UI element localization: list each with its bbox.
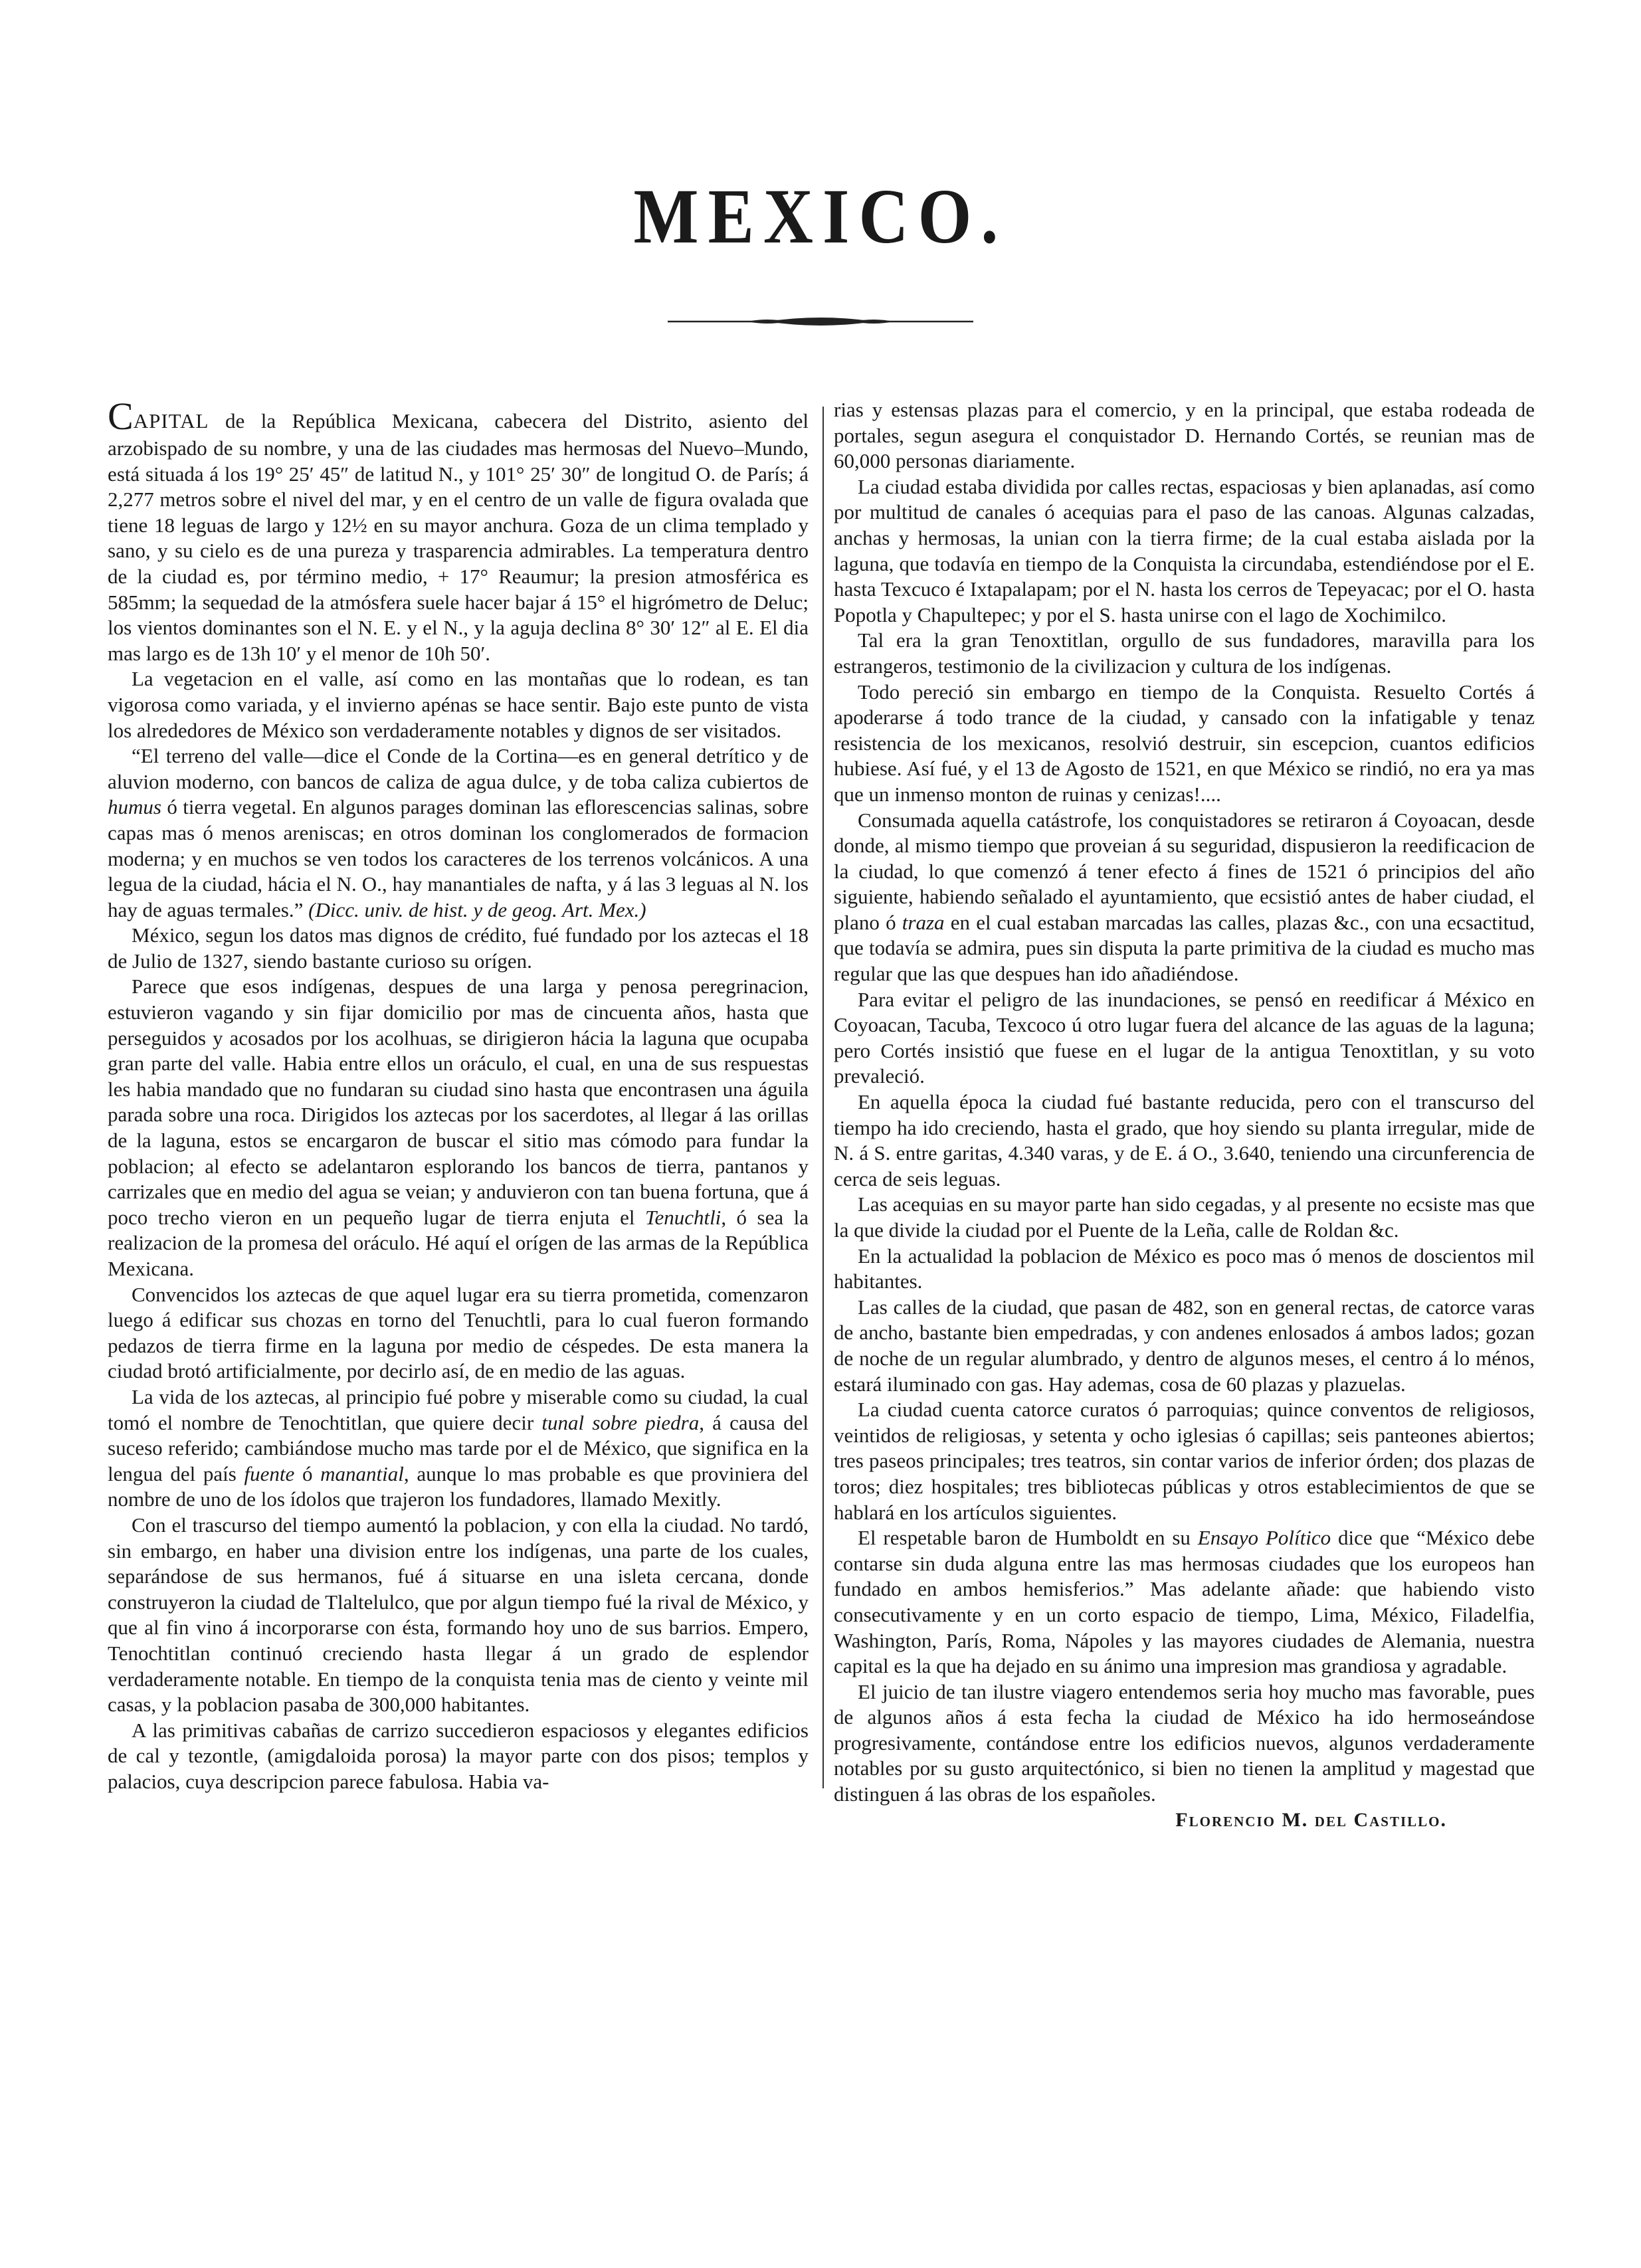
author-signature: Florencio M. del Castillo. [1175,1808,1447,1831]
column-divider [822,407,824,1788]
paragraph: rias y estensas plazas para el comercio, y en la principal, que estaba rodeada de portales, segun asegura el conquistador D. Hernando Cortés, se reunian mas de 60,000 personas diariamente. [834,398,1535,473]
paragraph: Consumada aquella catástrofe, los conquistadores se retiraron á Coyoacan, desde donde, al mismo tiempo que proveian á su seguridad, dispusieron la reedificacion de la ciudad, lo que comenzó á tener efecto á fines de 1521 ó principios del año siguiente, habiendo señalado el ayuntamiento, que ecsistió antes de haber ciudad, el plano ó traza en el cual estaban marcadas las calles, plazas &c., con una ecsactitud, que todavía se admira, pues sin disputa la parte primitiva de la ciudad es mucho mas regular que las que despues han ido añadiéndose. [834,808,1535,986]
paragraph: “El terreno del valle—dice el Conde de la Cortina—es en general detrítico y de aluvion moderno, con bancos de caliza de agua dulce, y de toba caliza cubiertos de humus ó tierra vegetal. En algunos parages dominan las eflorescencias salinas, sobre capas mas ó menos areniscas; en otros dominan los conglomerados de formacion moderna; y en muchos se ven todos los caracteres de los terrenos volcánicos. A una legua de la ciudad, hácia el N. O., hay manantiales de nafta, y á las 3 leguas al N. los hay de aguas termales.” (Dicc. univ. de hist. y de geog. Art. Mex.) [108,744,809,921]
paragraph: La ciudad cuenta catorce curatos ó parroquias; quince conventos de religiosos, veintidos de religiosas, y setenta y ocho iglesias ó capillas; seis panteones abiertos; tres paseos principales; tres teatros, sin contar varios de inferior órden; dos plazas de toros; diez hospitales; tres bibliotecas públicas y otros establecimientos de que se hablará en los artículos siguientes. [834,1398,1535,1524]
paragraph: Las calles de la ciudad, que pasan de 482, son en general rectas, de catorce varas de ancho, bastante bien empedradas, y con andenes enlosados á ambos lados; gozan de noche de un regular alumbrado, y dentro de algunos meses, el centro á lo ménos, estará iluminado con gas. Hay ademas, cosa de 60 plazas y plazuelas. [834,1295,1535,1396]
paragraph: El juicio de tan ilustre viagero entendemos seria hoy mucho mas favorable, pues de algunos años á esta fecha la ciudad de México ha ido hermoseándose progresivamente, contándose entre los edificios nuevos, algunos verdaderamente notables por su gusto arquitectónico, si bien no tienen la amplitud y magestad que distinguen á las obras de los españoles. [834,1679,1535,1806]
paragraph: CAPITAL de la República Mexicana, cabecera del Distrito, asiento del arzobispado de su nombre, y una de las ciudades mas hermosas del Nuevo–Mundo, está situada á los 19° 25′ 45″ de latitud N., y 101° 25′ 30″ de longitud O. de París; á 2,277 metros sobre el nivel del mar, y en el centro de un valle de figura ovalada que tiene 18 leguas de largo y 12½ en su mayor anchura. Goza de un clima templado y sano, y su cielo es de una pureza y trasparencia admirables. La temperatura dentro de la ciudad es, por término medio, + 17° Reaumur; la presion atmosférica es 585mm; la sequedad de la atmósfera suele hacer bajar á 15° el higrómetro de Deluc; los vientos dominantes son el N. E. y el N., y la aguja declina 8° 30′ 12″ al E. El dia mas largo es de 13h 10′ y el menor de 10h 50′. [108,395,809,665]
paragraph: En aquella época la ciudad fué bastante reducida, pero con el transcurso del tiempo ha ido creciendo, hasta el grado, que hoy siendo su planta irregular, mide de N. á S. entre garitas, 4.340 varas, y de E. á O., 3.640, teniendo una circunferencia de cerca de seis leguas. [834,1090,1535,1190]
paragraph: Parece que esos indígenas, despues de una larga y penosa peregrinacion, estuvieron vagando y sin fijar domicilio por mas de cincuenta años, hasta que perseguidos y acosados por los acolhuas, se dirigieron hácia la laguna que ocupaba gran parte del valle. Habia entre ellos un oráculo, el cual, en una de sus respuestas les habia mandado que no fundaran su ciudad sino hasta que encontrasen una águila parada sobre una roca. Dirigidos los aztecas por los sacerdotes, al llegar á las orillas de la laguna, estos se encargaron de buscar el sitio mas cómodo para fundar la poblacion; al efecto se adelantaron esplorando los bancos de tierra, pantanos y carrizales que en medio del agua se veian; y anduvieron con tan buena fortuna, que á poco trecho vieron en un pequeño lugar de tierra enjuta el Tenuchtli, ó sea la realizacion de la promesa del oráculo. Hé aquí el orígen de las armas de la República Mexicana. [108,975,809,1280]
paragraph: México, segun los datos mas dignos de crédito, fué fundado por los aztecas el 18 de Julio de 1327, siendo bastante curioso su orígen. [108,923,809,973]
paragraph: Convencidos los aztecas de que aquel lugar era su tierra prometida, comenzaron luego á edificar sus chozas en torno del Tenuchtli, para lo cual fueron formando pedazos de tierra firme en la laguna por medio de céspedes. De esta manera la ciudad brotó artificialmente, por decirlo así, de en medio de las aguas. [108,1282,809,1383]
paragraph: Las acequias en su mayor parte han sido cegadas, y al presente no ecsiste mas que la que divide la ciudad por el Puente de la Leña, calle de Roldan &c. [834,1192,1535,1242]
paragraph: La vida de los aztecas, al principio fué pobre y miserable como su ciudad, la cual tomó el nombre de Tenochtitlan, que quiere decir tunal sobre piedra, á causa del suceso referido; cambiándose mucho mas tarde por el de México, que significa en la lengua del país fuente ó manantial, aunque lo mas probable es que proviniera del nombre de uno de los ídolos que trajeron los fundadores, llamado Mexitly. [108,1384,809,1511]
paragraph: En la actualidad la poblacion de México es poco mas ó menos de doscientos mil habitantes. [834,1244,1535,1293]
drop-cap: C [108,395,134,438]
title-ornament [668,312,973,331]
paragraph: Tal era la gran Tenoxtitlan, orgullo de sus fundadores, maravilla para los estrangeros, testimonio de la civilizacion y cultura de los indígenas. [834,628,1535,678]
paragraph: Todo pereció sin embargo en tiempo de la Conquista. Resuelto Cortés á apoderarse á todo trance de la ciudad, y cansado con la infatigable y tenaz resistencia de los mexicanos, resolvió destruir, sin escepcion, cuantos edificios hubiese. Así fué, y el 13 de Agosto de 1521, en que México se rindió, no era ya mas que un inmenso monton de ruinas y cenizas!.... [834,680,1535,806]
paragraph: El respetable baron de Humboldt en su Ensayo Político dice que “México debe contarse sin duda alguna entre las mas hermosas ciudades que los europeos han fundado en ambos hemisferios.” Mas adelante añade: que habiendo visto consecutivamente y en un corto espacio de tiempo, Lima, México, Filadelfia, Washington, París, Roma, Nápoles y las mayores ciudades de Alemania, nuestra capital es la que ha dejado en su ánimo una impresion mas grandiosa y agradable. [834,1526,1535,1678]
paragraph: Con el trascurso del tiempo aumentó la poblacion, y con ella la ciudad. No tardó, sin embargo, en haber una division entre los indígenas, una parte de los cuales, separándose de sus hermanos, fué á situarse en una isleta cercana, donde construyeron la ciudad de Tlaltelulco, que por algun tiempo fué la rival de México, y que al fin vino á incorporarse con ésta, formando hoy uno de sus barrios. Empero, Tenochtitlan continuó creciendo hasta llegar á un grado de esplendor verdaderamente notable. En tiempo de la conquista tenia mas de ciento y veinte mil casas, y la poblacion pasaba de 300,000 habitantes. [108,1513,809,1717]
left-column [108,397,809,1794]
paragraph: La vegetacion en el valle, así como en las montañas que lo rodean, es tan vigorosa como variada, y el invierno apénas se hace sentir. Bajo este punto de vista los alrededores de México son verdaderamente notables y dignos de ser visitados. [108,667,809,742]
right-column [834,397,1535,1833]
page-title: MEXICO. [633,173,1008,260]
paragraph: A las primitivas cabañas de carrizo succedieron espaciosos y elegantes edificios de cal y tezontle, (amigdaloida porosa) la mayor parte con dos pisos; templos y palacios, cuya descripcion parece fabulosa. Habia va- [108,1718,809,1793]
paragraph: Para evitar el peligro de las inundaciones, se pensó en reedificar á México en Coyoacan, Tacuba, Texcoco ú otro lugar fuera del alcance de las aguas de la laguna; pero Cortés insistió que fuese en el lugar de la antigua Tenoxtitlan, y su voto prevaleció. [834,987,1535,1088]
paragraph: La ciudad estaba dividida por calles rectas, espaciosas y bien aplanadas, así como por multitud de canales ó acequias para el paso de las canoas. Algunas calzadas, anchas y hermosas, la unian con la tierra firme; de la cual estaba aislada por la laguna, que todavía en tiempo de la Conquista la circundaba, estendiéndose por el E. hasta Texcuco é Ixtapalapam; por el N. hasta los cerros de Tepeyacac; por el O. hasta Popotla y Chapultepec; y por el S. hasta unirse con el lago de Xochimilco. [834,474,1535,626]
